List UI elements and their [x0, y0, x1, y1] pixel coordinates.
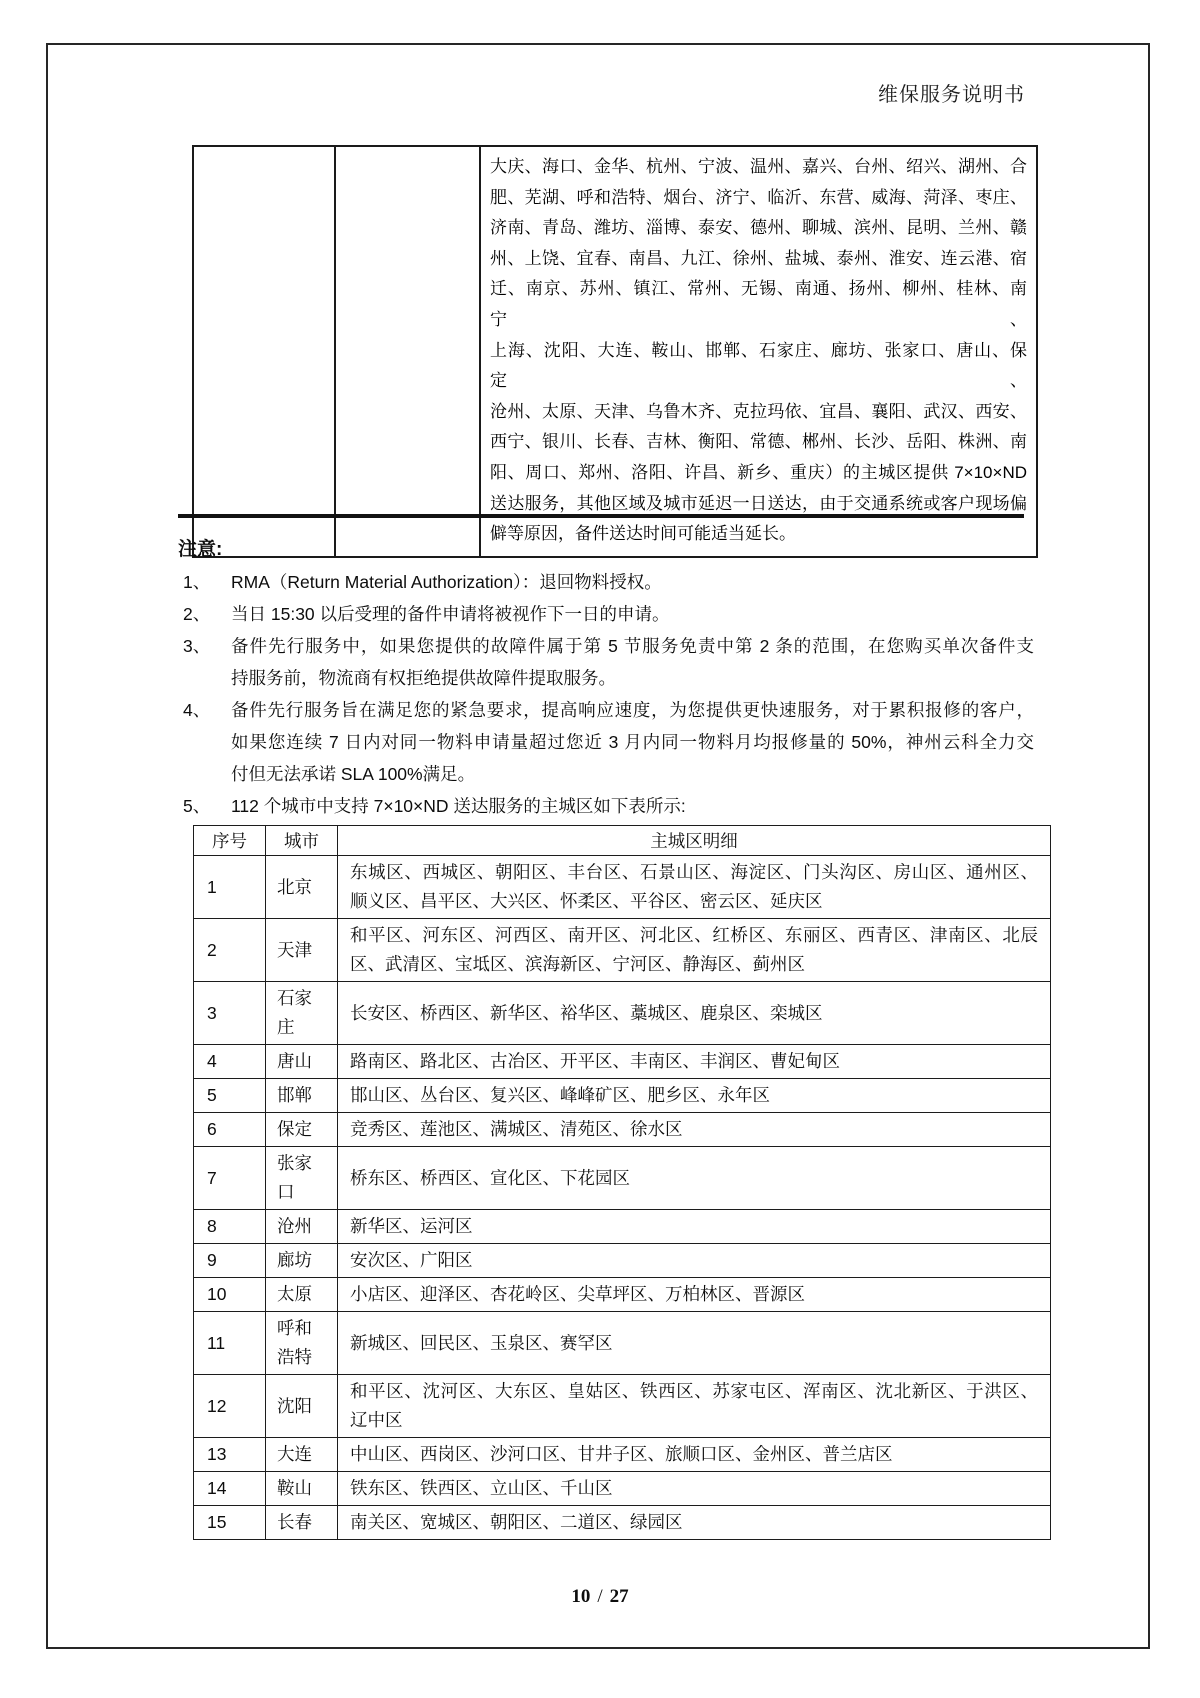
row-number-cell: 9 — [194, 1244, 266, 1278]
row-number-cell: 12 — [194, 1375, 266, 1438]
note-item-text: 当日 15:30 以后受理的备件申请将被视作下一日的申请。 — [231, 604, 670, 624]
document-title: 维保服务说明书 — [878, 84, 1025, 106]
city-cell: 天津 — [266, 919, 338, 982]
note-item — [183, 790, 1034, 822]
note-item-text: RMA（Return Material Authorization）：退回物料授权。 — [231, 572, 662, 592]
table-row — [194, 1045, 1051, 1079]
row-number-cell: 3 — [194, 982, 266, 1045]
districts-cell: 和平区、河东区、河西区、南开区、河北区、红桥区、东丽区、西青区、津南区、北辰 区、武清区、宝坻区、滨海新区、宁河区、静海区、蓟州区 — [338, 919, 1051, 982]
table-row — [194, 1438, 1051, 1472]
districts-cell: 安次区、广阳区 — [338, 1244, 1051, 1278]
note-item-number: 2、 — [183, 604, 211, 624]
note-item-number: 4、 — [183, 700, 211, 720]
note-item-number: 1、 — [183, 572, 211, 592]
city-cell: 北京 — [266, 856, 338, 919]
city-cell: 长春 — [266, 1506, 338, 1540]
districts-cell: 桥东区、桥西区、宣化区、下花园区 — [338, 1147, 1051, 1210]
note-item-text: 备件先行服务中，如果您提供的故障件属于第 5 节服务免责中第 2 条的范围，在您购买单次备件支 持服务前，物流商有权拒绝提供故障件提取服务。 — [231, 636, 1034, 688]
row-number-cell: 13 — [194, 1438, 266, 1472]
notes-list — [183, 566, 1034, 822]
row-number-cell: 14 — [194, 1472, 266, 1506]
page-separator: / — [597, 1586, 603, 1607]
note-item-number: 3、 — [183, 636, 211, 656]
table-row — [194, 1312, 1051, 1375]
header-city: 城市 — [266, 826, 338, 856]
districts-cell: 铁东区、铁西区、立山区、千山区 — [338, 1472, 1051, 1506]
note-item — [183, 694, 1034, 790]
city-cell: 太原 — [266, 1278, 338, 1312]
empty-cell-2 — [335, 146, 480, 557]
note-item-text: 备件先行服务旨在满足您的紧急要求，提高响应速度，为您提供更快速服务，对于累积报修的客户， 如果您连续 7 日内对同一物料申请量超过您近 3 月内同一物料月均报修量的 50%，神州云科全力交 付但无法承诺 SLA 100%满足。 — [231, 700, 1034, 784]
table-row — [194, 919, 1051, 982]
city-cell: 张家口 — [266, 1147, 338, 1210]
note-item — [183, 630, 1034, 694]
table-row — [194, 1079, 1051, 1113]
table-row — [194, 856, 1051, 919]
table-row — [194, 982, 1051, 1045]
footer-page-number — [0, 1586, 1200, 1608]
city-cell: 沧州 — [266, 1210, 338, 1244]
table-row — [194, 1506, 1051, 1540]
city-list-cell — [480, 146, 1037, 557]
districts-cell: 和平区、沈河区、大东区、皇姑区、铁西区、苏家屯区、浑南区、沈北新区、于洪区、 辽中区 — [338, 1375, 1051, 1438]
row-number-cell: 1 — [194, 856, 266, 919]
note-item-number: 5、 — [183, 796, 211, 816]
table-row — [194, 1375, 1051, 1438]
row-number-cell: 4 — [194, 1045, 266, 1079]
table-body — [194, 856, 1051, 1540]
row-number-cell: 8 — [194, 1210, 266, 1244]
districts-cell: 邯山区、丛台区、复兴区、峰峰矿区、肥乡区、永年区 — [338, 1079, 1051, 1113]
city-cell: 鞍山 — [266, 1472, 338, 1506]
city-cell: 呼和浩特 — [266, 1312, 338, 1375]
header-district-detail: 主城区明细 — [338, 826, 1051, 856]
districts-cell: 新华区、运河区 — [338, 1210, 1051, 1244]
city-cell: 唐山 — [266, 1045, 338, 1079]
header-serial-number: 序号 — [194, 826, 266, 856]
total-page-number: 27 — [609, 1586, 629, 1607]
table-row — [193, 146, 1037, 557]
spare-parts-delivery-table — [192, 145, 1038, 558]
row-number-cell: 11 — [194, 1312, 266, 1375]
table-row — [194, 1278, 1051, 1312]
table-row — [194, 1244, 1051, 1278]
districts-cell: 东城区、西城区、朝阳区、丰台区、石景山区、海淀区、门头沟区、房山区、通州区、 顺义区、昌平区、大兴区、怀柔区、平谷区、密云区、延庆区 — [338, 856, 1051, 919]
city-cell: 石家庄 — [266, 982, 338, 1045]
row-number-cell: 2 — [194, 919, 266, 982]
districts-cell: 竞秀区、莲池区、满城区、清苑区、徐水区 — [338, 1113, 1051, 1147]
city-districts-table — [193, 825, 1051, 1540]
districts-cell: 中山区、西岗区、沙河口区、甘井子区、旅顺口区、金州区、普兰店区 — [338, 1438, 1051, 1472]
row-number-cell: 5 — [194, 1079, 266, 1113]
districts-cell: 长安区、桥西区、新华区、裕华区、藁城区、鹿泉区、栾城区 — [338, 982, 1051, 1045]
note-item — [183, 566, 1034, 598]
row-number-cell: 7 — [194, 1147, 266, 1210]
section-divider-rule — [178, 514, 1024, 518]
note-item-text: 112 个城市中支持 7×10×ND 送达服务的主城区如下表所示: — [231, 796, 686, 816]
table-row — [194, 1113, 1051, 1147]
table-header-row — [194, 826, 1051, 856]
current-page-number: 10 — [571, 1586, 591, 1607]
row-number-cell: 15 — [194, 1506, 266, 1540]
city-cell: 邯郸 — [266, 1079, 338, 1113]
notes-heading: 注意: — [178, 539, 223, 560]
districts-cell: 小店区、迎泽区、杏花岭区、尖草坪区、万柏林区、晋源区 — [338, 1278, 1051, 1312]
districts-cell: 路南区、路北区、古冶区、开平区、丰南区、丰润区、曹妃甸区 — [338, 1045, 1051, 1079]
note-item — [183, 598, 1034, 630]
city-cell: 沈阳 — [266, 1375, 338, 1438]
table-row — [194, 1472, 1051, 1506]
city-cell: 保定 — [266, 1113, 338, 1147]
empty-cell-1 — [193, 146, 335, 557]
table-row — [194, 1210, 1051, 1244]
districts-cell: 南关区、宽城区、朝阳区、二道区、绿园区 — [338, 1506, 1051, 1540]
districts-cell: 新城区、回民区、玉泉区、赛罕区 — [338, 1312, 1051, 1375]
city-cell: 廊坊 — [266, 1244, 338, 1278]
city-list-text: 大庆、海口、金华、杭州、宁波、温州、嘉兴、台州、绍兴、湖州、合 肥、芜湖、呼和浩特、烟台、济宁、临沂、东营、威海、菏泽、枣庄、 济南、青岛、潍坊、淄博、泰安、德州、聊城、滨州、昆明、兰州、赣 州、上饶、宜春、南昌、九江、徐州、盐城、泰州、淮安、连云港、宿 迁、南京、苏州、镇江、常州、无锡、南通、扬州、柳州、桂林、南宁、 上海、沈阳、大连、鞍山、邯郸、石家庄、廊坊、张家口、唐山、保定、 沧州、太原、天津、乌鲁木齐、克拉玛依、宜昌、襄阳、武汉、西安、 西宁、银川、长春、吉林、衡阳、常德、郴州、长沙、岳阳、株洲、南 阳、周口、郑州、洛阳、许昌、新乡、重庆）的主城区提供 7×10×ND 送达服务，其他区域及城市延迟一日送达，由于交通系统或客户现场偏 僻等原因，备件送达时间可能适当延长。 — [490, 157, 1027, 544]
city-cell: 大连 — [266, 1438, 338, 1472]
table-row — [194, 1147, 1051, 1210]
row-number-cell: 6 — [194, 1113, 266, 1147]
row-number-cell: 10 — [194, 1278, 266, 1312]
